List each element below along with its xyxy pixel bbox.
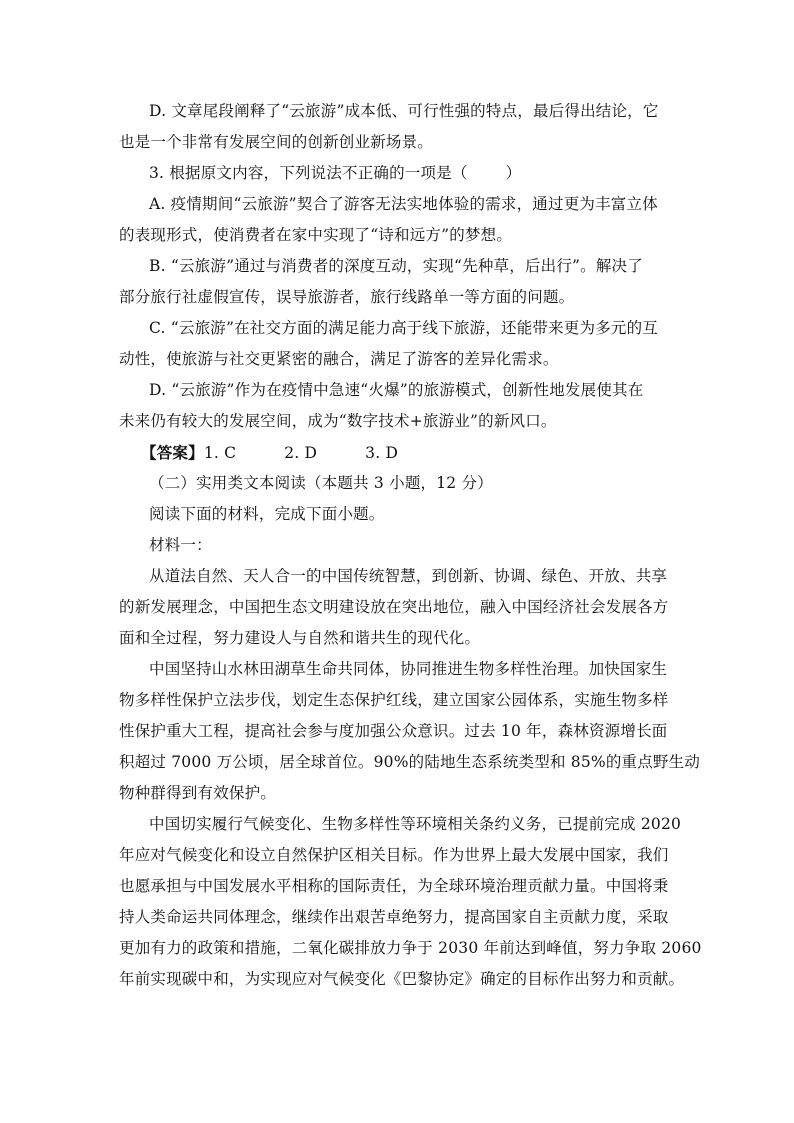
q2-option-d-line2: 也是一个非常有发展空间的创新创业新场景。	[119, 133, 434, 151]
q3-option-d-line1: D. “云旅游”作为在疫情中急速“火爆”的旅游模式，创新性地发展使其在	[149, 381, 644, 399]
paragraph-line: 性保护重大工程，提高社会参与度加强公众意识。过去 10 年，森林资源增长面	[119, 722, 668, 740]
paragraph-line: 物多样性保护立法步伐，划定生态保护红线，建立国家公园体系，实施生物多样	[119, 691, 669, 709]
q3-option-b-line1: B. “云旅游”通过与消费者的深度互动，实现“先种草，后出行”。解决了	[149, 257, 643, 275]
q3-option-a-line1: A. 疫情期间“云旅游”契合了游客无法实地体验的需求，通过更为丰富立体	[149, 195, 658, 213]
q3-stem	[119, 158, 681, 189]
q3-option-d-line2: 未来仍有较大的发展空间，成为“数字技术+旅游业”的新风口。	[119, 412, 557, 430]
answer-2: 2. D	[284, 444, 318, 462]
q3-option-b-line2: 部分旅行社虚假宣传，误导旅游者，旅行线路单一等方面的问题。	[119, 288, 575, 306]
section-heading: （二）实用类文本阅读（本题共 3 小题，12 分）	[149, 474, 493, 492]
paragraph-3	[119, 809, 702, 995]
paragraph-line: 更加有力的政策和措施，二氧化碳排放力争于 2030 年前达到峰值，努力争取 2060	[119, 939, 702, 957]
answer-3: 3. D	[365, 444, 399, 462]
q2-option-d-line1: D. 文章尾段阐释了“云旅游”成本低、可行性强的特点，最后得出结论，它	[149, 102, 659, 120]
answer-1: 1. C	[203, 444, 237, 462]
q3-option-c-line1: C. “云旅游”在社交方面的满足能力高于线下旅游，还能带来更为多元的互	[149, 319, 659, 337]
paragraph-line: 从道法自然、天人合一的中国传统智慧，到创新、协调、绿色、开放、共享	[149, 567, 668, 585]
q3-stem-prefix: 3. 根据原文内容，下列说法不正确的一项是（	[149, 164, 468, 182]
material-label: 材料一：	[149, 536, 212, 554]
paragraph-line: 面和全过程，努力建设人与自然和谐共生的现代化。	[119, 629, 481, 647]
paragraph-line: 年应对气候变化和设立自然保护区相关目标。作为世界上最大发展中国家，我们	[119, 846, 669, 864]
answer-label: 【答案】	[141, 443, 204, 462]
document-page	[119, 96, 702, 995]
paragraph-line: 年前实现碳中和，为实现应对气候变化《巴黎协定》确定的目标作出努力和贡献。	[119, 970, 685, 988]
answer-line	[119, 437, 681, 468]
paragraph-1	[119, 561, 681, 654]
q3-stem-suffix: ）	[505, 164, 522, 182]
paragraph-line: 中国坚持山水林田湖草生命共同体，协同推进生物多样性治理。加快国家生	[149, 660, 668, 678]
paragraph-2	[119, 654, 701, 809]
paragraph-line: 也愿承担与中国发展水平相称的国际责任，为全球环境治理贡献力量。中国将秉	[119, 877, 669, 895]
paragraph-line: 的新发展理念，中国把生态文明建设放在突出地位，融入中国经济社会发展各方	[119, 598, 669, 616]
paragraph-line: 积超过 7000 万公顷，居全球首位。90%的陆地生态系统类型和 85%的重点野生动	[119, 753, 701, 771]
q3-option-a-line2: 的表现形式，使消费者在家中实现了“诗和远方”的梦想。	[119, 226, 513, 244]
paragraph-line: 物种群得到有效保护。	[119, 784, 277, 802]
q3-option-c-line2: 动性，使旅游与社交更紧密的融合，满足了游客的差异化需求。	[119, 350, 559, 368]
paragraph-line: 持人类命运共同体理念，继续作出艰苦卓绝努力，提高国家自主贡献力度，采取	[119, 908, 669, 926]
paragraph-line: 中国切实履行气候变化、生物多样性等环境相关条约义务，已提前完成 2020	[149, 815, 682, 833]
section-instruction: 阅读下面的材料，完成下面小题。	[149, 505, 385, 523]
